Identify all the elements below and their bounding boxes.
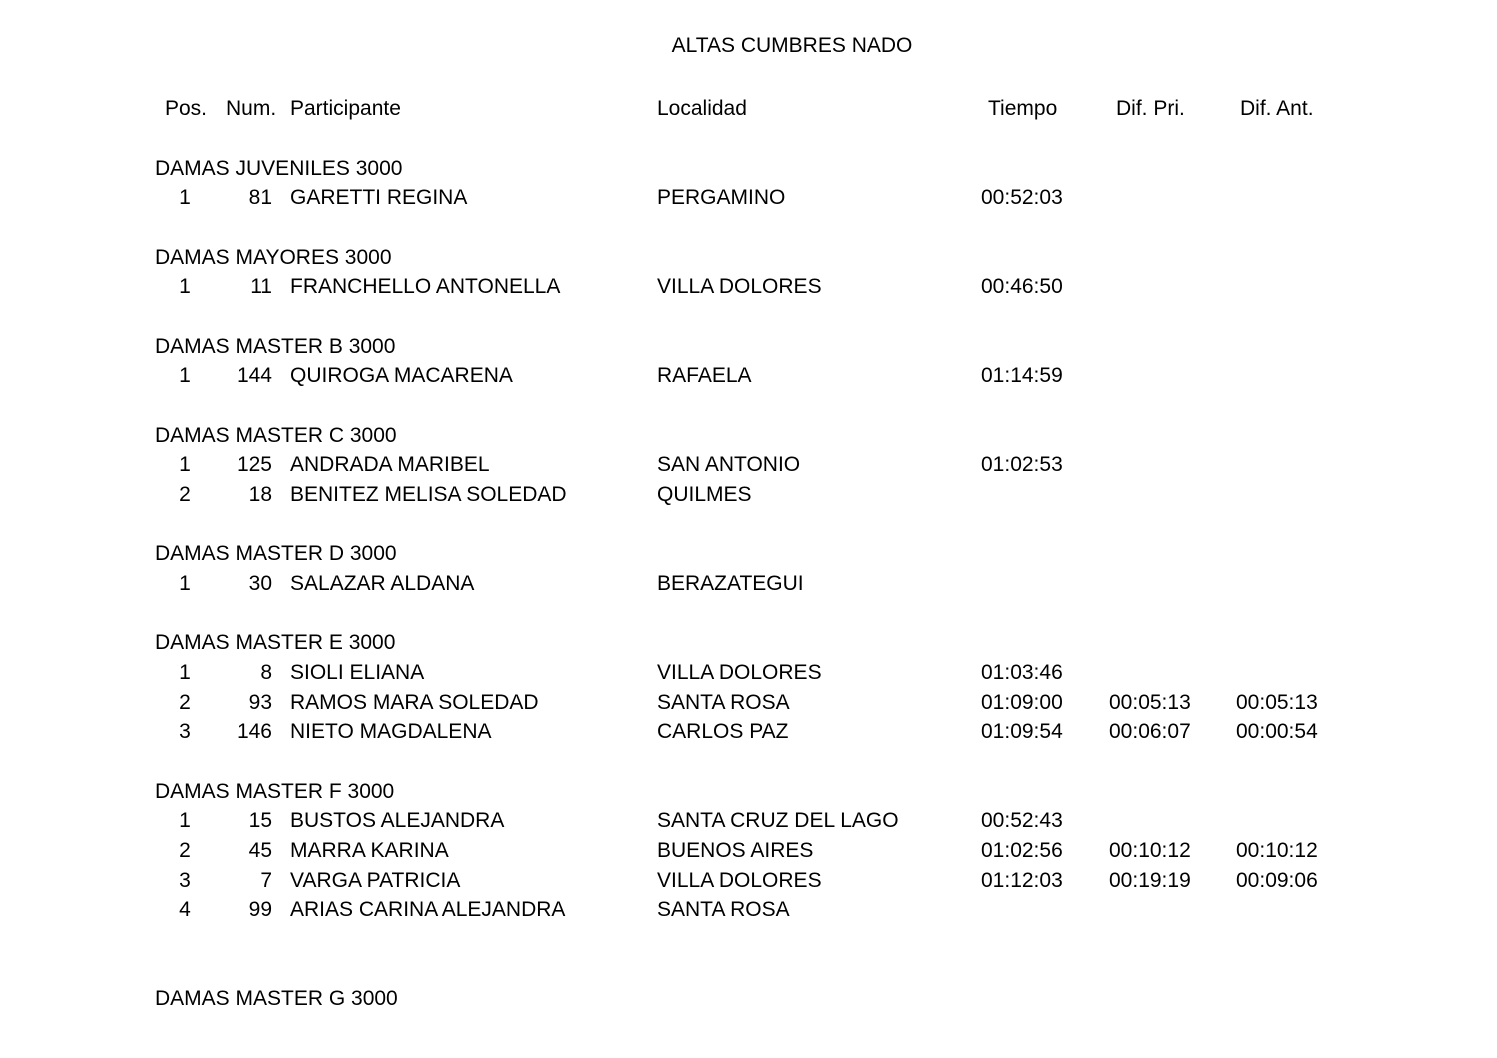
row-participant: ANDRADA MARIBEL	[290, 453, 490, 476]
row-dif-ant: 00:10:12	[1236, 839, 1318, 862]
row-participant: VARGA PATRICIA	[290, 869, 461, 892]
row-participant: NIETO MAGDALENA	[290, 720, 492, 743]
row-num: 146	[236, 720, 272, 743]
row-time: 01:03:46	[981, 661, 1063, 684]
row-pos: 3	[179, 720, 191, 743]
row-dif-pri: 00:19:19	[1109, 869, 1191, 892]
row-pos: 1	[179, 809, 191, 832]
row-locality: SAN ANTONIO	[657, 453, 801, 476]
category-heading: DAMAS MAYORES 3000	[155, 246, 392, 269]
row-dif-pri: 00:05:13	[1109, 691, 1191, 714]
row-dif-pri: 00:06:07	[1109, 720, 1191, 743]
row-dif-ant: 00:00:54	[1236, 720, 1318, 743]
row-pos: 1	[179, 275, 191, 298]
row-num: 7	[260, 869, 272, 892]
row-locality: BUENOS AIRES	[657, 839, 814, 862]
row-locality: VILLA DOLORES	[657, 661, 822, 684]
row-pos: 1	[179, 661, 191, 684]
row-participant: GARETTI REGINA	[290, 186, 468, 209]
header-time: Tiempo	[988, 97, 1058, 120]
header-locality: Localidad	[657, 97, 747, 120]
row-locality: PERGAMINO	[657, 186, 786, 209]
row-locality: CARLOS PAZ	[657, 720, 789, 743]
row-num: 81	[248, 186, 272, 209]
row-dif-ant: 00:09:06	[1236, 869, 1318, 892]
category-heading: DAMAS MASTER B 3000	[155, 335, 396, 358]
row-locality: SANTA ROSA	[657, 691, 790, 714]
row-num: 125	[236, 453, 272, 476]
category-heading: DAMAS MASTER G 3000	[155, 987, 398, 1010]
row-time: 00:52:43	[981, 809, 1063, 832]
row-locality: SANTA ROSA	[657, 898, 790, 921]
row-time: 01:02:56	[981, 839, 1063, 862]
row-participant: RAMOS MARA SOLEDAD	[290, 691, 539, 714]
row-pos: 2	[179, 483, 191, 506]
header-dif-ant: Dif. Ant.	[1240, 97, 1314, 120]
row-participant: FRANCHELLO ANTONELLA	[290, 275, 561, 298]
row-pos: 1	[179, 453, 191, 476]
header-num: Num.	[226, 97, 277, 120]
row-locality: BERAZATEGUI	[657, 572, 804, 595]
row-dif-pri: 00:10:12	[1109, 839, 1191, 862]
header-participant: Participante	[290, 97, 401, 120]
row-pos: 2	[179, 691, 191, 714]
row-time: 01:02:53	[981, 453, 1063, 476]
row-pos: 1	[179, 186, 191, 209]
row-participant: BUSTOS ALEJANDRA	[290, 809, 505, 832]
row-num: 8	[260, 661, 272, 684]
header-pos: Pos.	[165, 97, 208, 120]
category-heading: DAMAS JUVENILES 3000	[155, 157, 403, 180]
row-pos: 2	[179, 839, 191, 862]
row-time: 01:09:00	[981, 691, 1063, 714]
row-num: 99	[248, 898, 272, 921]
category-heading: DAMAS MASTER C 3000	[155, 424, 397, 447]
row-pos: 3	[179, 869, 191, 892]
row-dif-ant: 00:05:13	[1236, 691, 1318, 714]
row-time: 01:12:03	[981, 869, 1063, 892]
row-time: 00:46:50	[981, 275, 1063, 298]
row-num: 18	[248, 483, 272, 506]
header-dif-pri: Dif. Pri.	[1116, 97, 1185, 120]
row-locality: SANTA CRUZ DEL LAGO	[657, 809, 899, 832]
row-participant: ARIAS CARINA ALEJANDRA	[290, 898, 566, 921]
row-pos: 4	[179, 898, 191, 921]
row-time: 01:09:54	[981, 720, 1063, 743]
row-num: 15	[248, 809, 272, 832]
row-participant: QUIROGA MACARENA	[290, 364, 513, 387]
row-participant: SIOLI ELIANA	[290, 661, 425, 684]
row-pos: 1	[179, 572, 191, 595]
row-num: 30	[248, 572, 272, 595]
row-time: 00:52:03	[981, 186, 1063, 209]
row-locality: VILLA DOLORES	[657, 275, 822, 298]
row-participant: SALAZAR ALDANA	[290, 572, 475, 595]
row-locality: QUILMES	[657, 483, 752, 506]
row-pos: 1	[179, 364, 191, 387]
row-num: 45	[248, 839, 272, 862]
row-locality: VILLA DOLORES	[657, 869, 822, 892]
row-participant: MARRA KARINA	[290, 839, 449, 862]
row-num: 93	[248, 691, 272, 714]
row-num: 11	[250, 275, 272, 298]
row-participant: BENITEZ MELISA SOLEDAD	[290, 483, 567, 506]
row-num: 144	[236, 364, 272, 387]
row-locality: RAFAELA	[657, 364, 752, 387]
page-title: ALTAS CUMBRES NADO	[671, 34, 913, 57]
category-heading: DAMAS MASTER E 3000	[155, 631, 396, 654]
category-heading: DAMAS MASTER F 3000	[155, 780, 395, 803]
row-time: 01:14:59	[981, 364, 1063, 387]
category-heading: DAMAS MASTER D 3000	[155, 542, 397, 565]
